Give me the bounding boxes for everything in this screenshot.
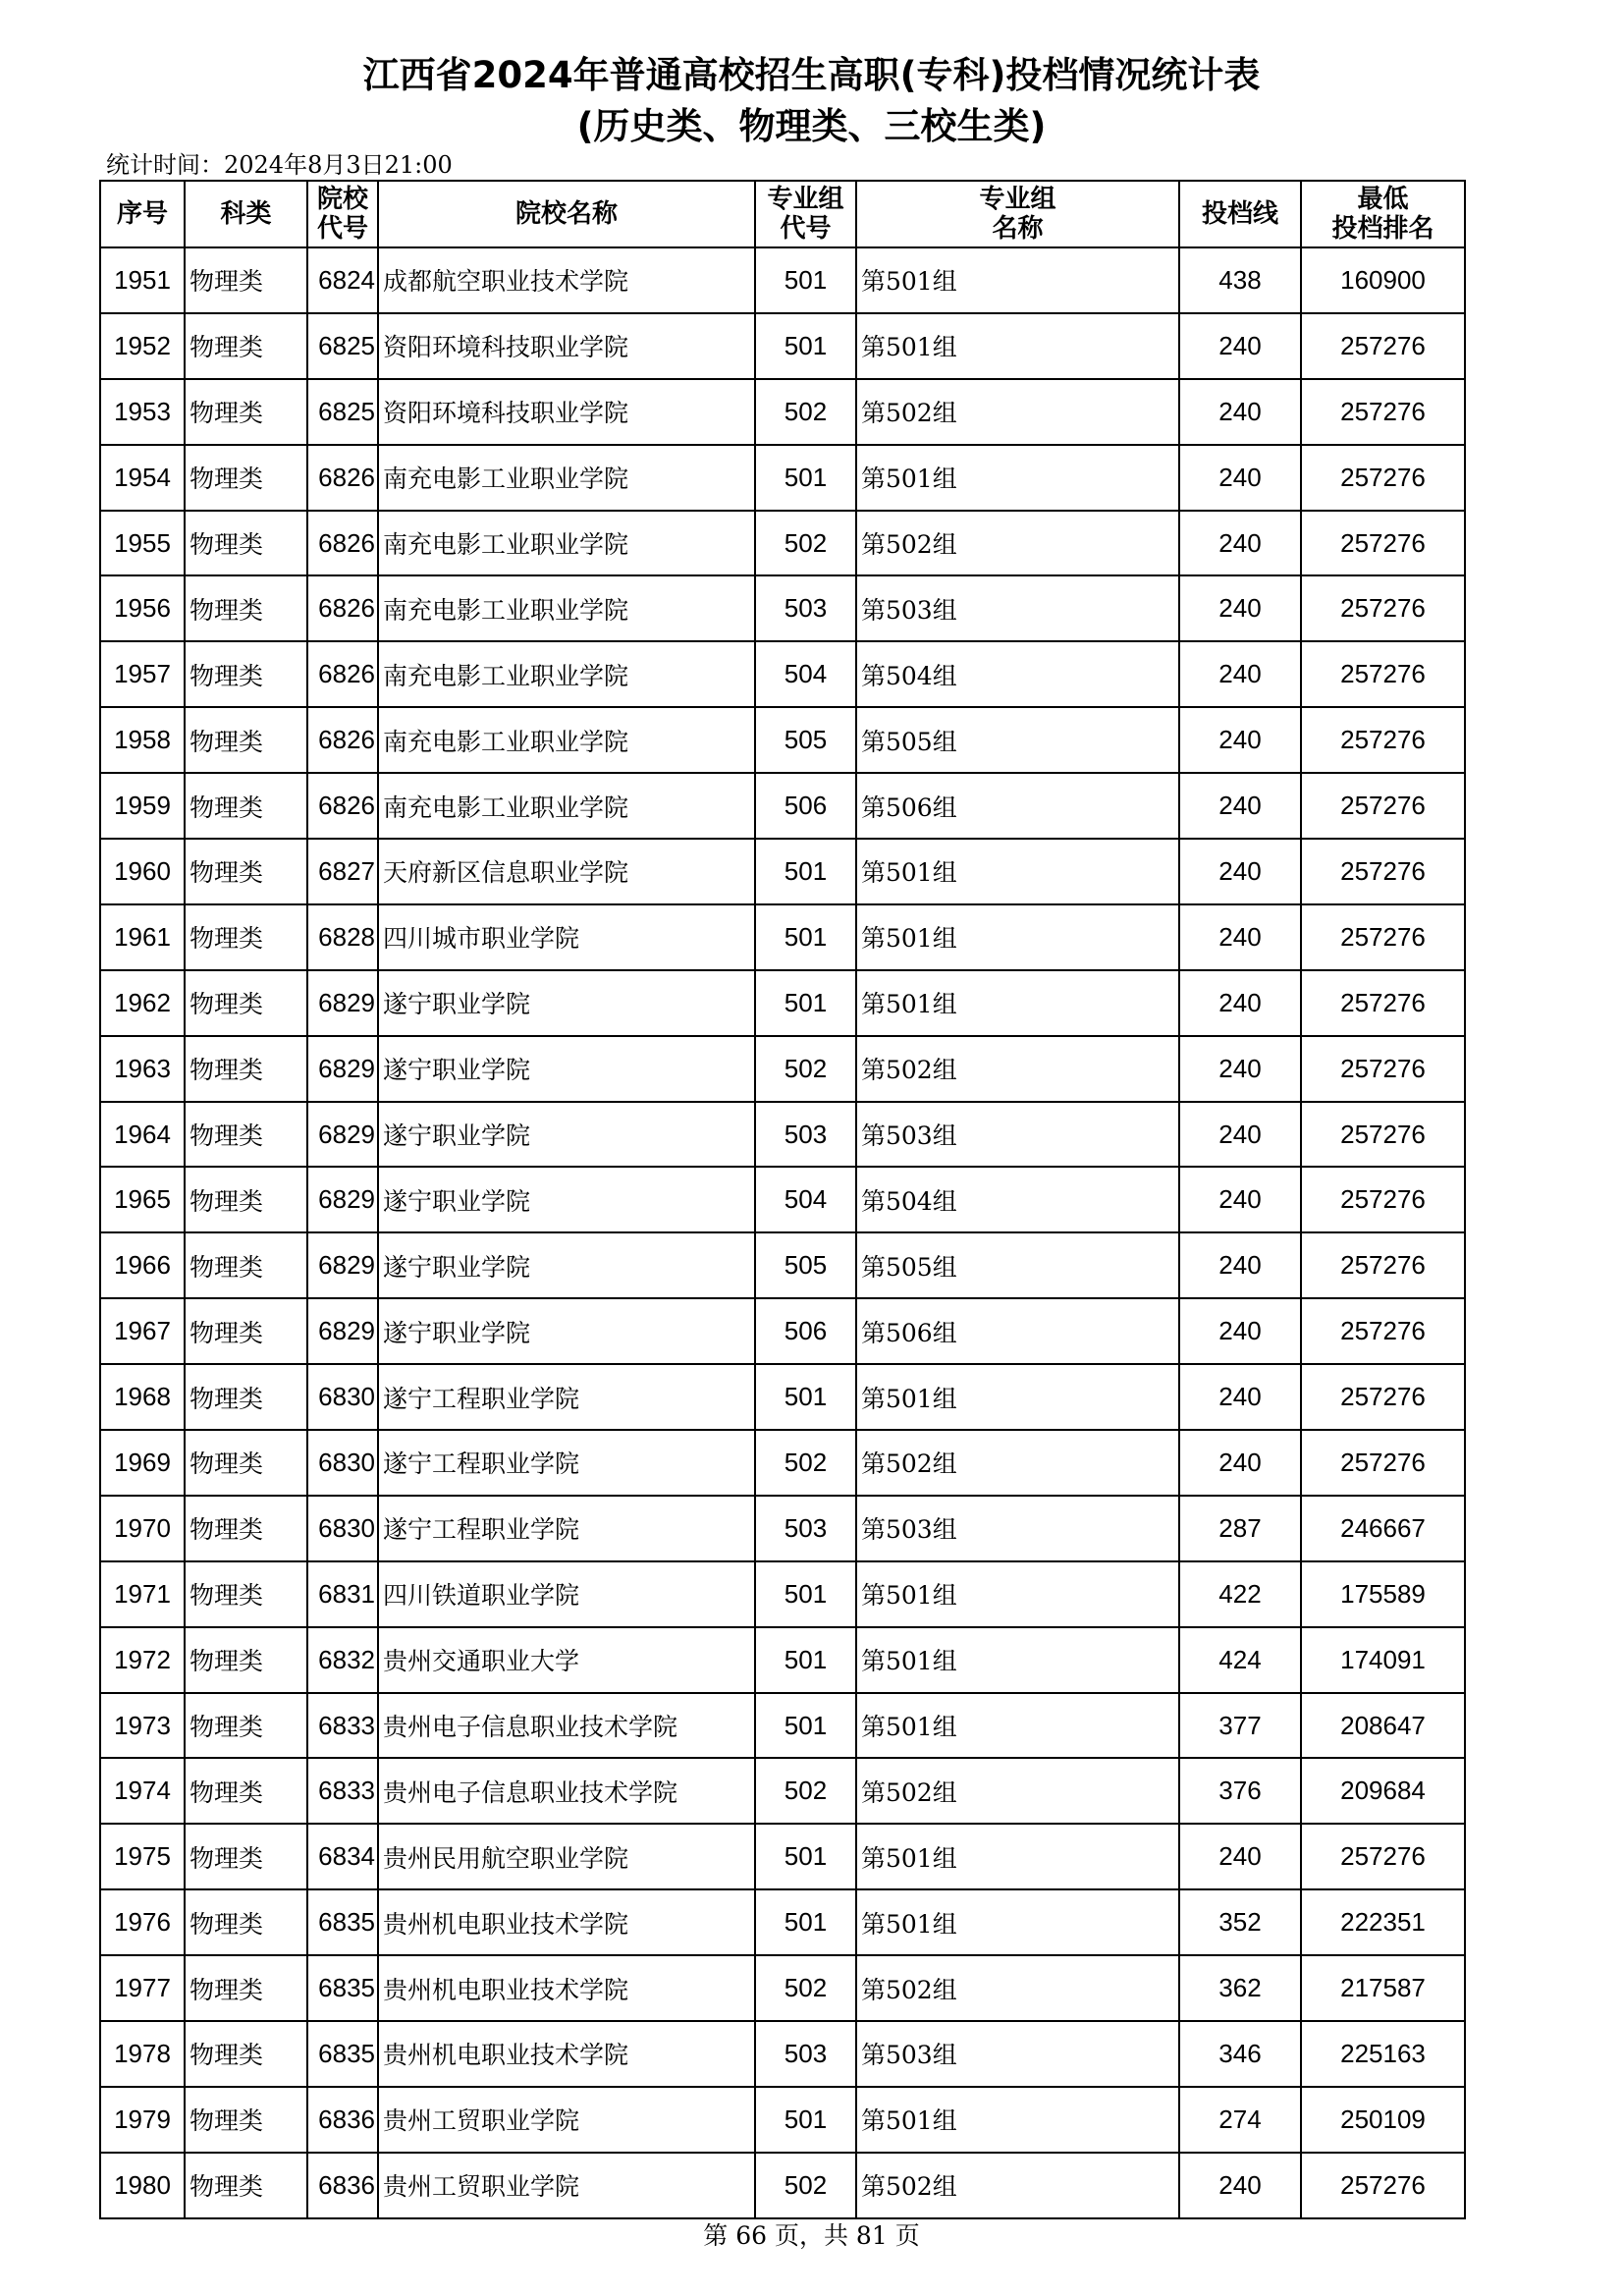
cell-school-name: 南充电影工业职业学院: [378, 445, 755, 511]
cell-rank: 257276: [1301, 511, 1465, 576]
cell-seq: 1968: [100, 1364, 185, 1430]
cell-seq: 1972: [100, 1627, 185, 1693]
cell-group-name: 第502组: [856, 1036, 1179, 1102]
cell-group-name: 第503组: [856, 1496, 1179, 1561]
cell-school-code: 6829: [307, 970, 378, 1036]
table-row: [100, 1298, 1465, 1364]
table-row: [100, 2087, 1465, 2153]
cell-category: 物理类: [185, 1167, 307, 1232]
table-row: [100, 1430, 1465, 1496]
cell-seq: 1963: [100, 1036, 185, 1102]
document-subtitle: (历史类、物理类、三校生类): [576, 105, 1047, 147]
cell-rank: 160900: [1301, 247, 1465, 313]
cell-group-name: 第501组: [856, 1364, 1179, 1430]
cell-group-code: 502: [755, 1036, 856, 1102]
cell-score: 346: [1179, 2021, 1301, 2087]
cell-seq: 1970: [100, 1496, 185, 1561]
cell-school-name: 遂宁职业学院: [378, 1298, 755, 1364]
cell-school-code: 6826: [307, 575, 378, 641]
cell-group-name: 第501组: [856, 1561, 1179, 1627]
cell-school-name: 贵州机电职业技术学院: [378, 1955, 755, 2021]
cell-school-code: 6835: [307, 1955, 378, 2021]
cell-school-code: 6836: [307, 2153, 378, 2218]
cell-score: 240: [1179, 511, 1301, 576]
cell-school-name: 遂宁职业学院: [378, 970, 755, 1036]
cell-rank: 209684: [1301, 1758, 1465, 1824]
cell-category: 物理类: [185, 1430, 307, 1496]
cell-school-code: 6826: [307, 773, 378, 839]
cell-group-code: 501: [755, 247, 856, 313]
cell-rank: 257276: [1301, 1232, 1465, 1298]
cell-rank: 257276: [1301, 1364, 1465, 1430]
cell-school-name: 贵州电子信息职业技术学院: [378, 1693, 755, 1759]
table-row: [100, 1561, 1465, 1627]
cell-seq: 1955: [100, 511, 185, 576]
cell-category: 物理类: [185, 1824, 307, 1889]
cell-group-code: 501: [755, 1693, 856, 1759]
cell-group-name: 第502组: [856, 511, 1179, 576]
header-category: 科类: [185, 181, 307, 247]
cell-category: 物理类: [185, 1496, 307, 1561]
cell-group-name: 第502组: [856, 1430, 1179, 1496]
table-row: [100, 707, 1465, 773]
cell-school-code: 6826: [307, 511, 378, 576]
cell-category: 物理类: [185, 970, 307, 1036]
cell-school-code: 6833: [307, 1758, 378, 1824]
cell-score: 376: [1179, 1758, 1301, 1824]
cell-category: 物理类: [185, 1298, 307, 1364]
cell-school-name: 贵州工贸职业学院: [378, 2087, 755, 2153]
header-rank: 最低 投档排名: [1301, 181, 1465, 247]
cell-group-code: 501: [755, 1627, 856, 1693]
cell-group-code: 502: [755, 1758, 856, 1824]
table-row: [100, 1036, 1465, 1102]
cell-rank: 246667: [1301, 1496, 1465, 1561]
cell-score: 240: [1179, 1430, 1301, 1496]
cell-seq: 1978: [100, 2021, 185, 2087]
header-score: 投档线: [1179, 181, 1301, 247]
cell-school-name: 遂宁职业学院: [378, 1167, 755, 1232]
cell-school-code: 6834: [307, 1824, 378, 1889]
cell-category: 物理类: [185, 1889, 307, 1955]
table-row: [100, 575, 1465, 641]
cell-seq: 1965: [100, 1167, 185, 1232]
cell-group-name: 第502组: [856, 379, 1179, 445]
cell-group-name: 第501组: [856, 1627, 1179, 1693]
cell-school-code: 6825: [307, 379, 378, 445]
cell-school-name: 天府新区信息职业学院: [378, 839, 755, 904]
cell-group-name: 第501组: [856, 247, 1179, 313]
cell-rank: 257276: [1301, 773, 1465, 839]
cell-school-name: 遂宁工程职业学院: [378, 1364, 755, 1430]
cell-group-name: 第501组: [856, 1693, 1179, 1759]
cell-school-name: 南充电影工业职业学院: [378, 511, 755, 576]
cell-score: 287: [1179, 1496, 1301, 1561]
cell-school-name: 四川铁道职业学院: [378, 1561, 755, 1627]
cell-group-name: 第502组: [856, 1758, 1179, 1824]
table-row: [100, 904, 1465, 970]
cell-score: 240: [1179, 445, 1301, 511]
cell-group-name: 第502组: [856, 1955, 1179, 2021]
cell-seq: 1952: [100, 313, 185, 379]
table-row: [100, 641, 1465, 707]
cell-score: 240: [1179, 904, 1301, 970]
cell-group-code: 502: [755, 1430, 856, 1496]
cell-category: 物理类: [185, 1758, 307, 1824]
cell-score: 240: [1179, 1232, 1301, 1298]
cell-score: 240: [1179, 641, 1301, 707]
cell-seq: 1958: [100, 707, 185, 773]
cell-group-name: 第501组: [856, 313, 1179, 379]
cell-school-code: 6831: [307, 1561, 378, 1627]
cell-school-name: 南充电影工业职业学院: [378, 641, 755, 707]
cell-group-code: 502: [755, 511, 856, 576]
cell-school-name: 遂宁职业学院: [378, 1036, 755, 1102]
cell-group-code: 503: [755, 1496, 856, 1561]
table-row: [100, 1102, 1465, 1168]
cell-seq: 1953: [100, 379, 185, 445]
cell-category: 物理类: [185, 2087, 307, 2153]
cell-school-code: 6829: [307, 1102, 378, 1168]
document-title: 江西省2024年普通高校招生高职(专科)投档情况统计表: [362, 54, 1261, 96]
cell-rank: 257276: [1301, 2153, 1465, 2218]
cell-score: 422: [1179, 1561, 1301, 1627]
table-row: [100, 839, 1465, 904]
cell-group-code: 501: [755, 313, 856, 379]
cell-school-code: 6829: [307, 1167, 378, 1232]
cell-group-code: 506: [755, 1298, 856, 1364]
table-row: [100, 1693, 1465, 1759]
table-row: [100, 2153, 1465, 2218]
cell-school-code: 6829: [307, 1036, 378, 1102]
table-row: [100, 1758, 1465, 1824]
cell-group-name: 第504组: [856, 641, 1179, 707]
cell-group-name: 第501组: [856, 1889, 1179, 1955]
cell-category: 物理类: [185, 2153, 307, 2218]
cell-score: 240: [1179, 1824, 1301, 1889]
cell-rank: 257276: [1301, 1167, 1465, 1232]
table-row: [100, 1955, 1465, 2021]
cell-group-name: 第502组: [856, 2153, 1179, 2218]
cell-seq: 1967: [100, 1298, 185, 1364]
cell-score: 240: [1179, 1036, 1301, 1102]
cell-rank: 225163: [1301, 2021, 1465, 2087]
cell-score: 240: [1179, 839, 1301, 904]
cell-score: 424: [1179, 1627, 1301, 1693]
cell-group-code: 501: [755, 839, 856, 904]
cell-school-name: 四川城市职业学院: [378, 904, 755, 970]
cell-rank: 257276: [1301, 1298, 1465, 1364]
cell-rank: 257276: [1301, 970, 1465, 1036]
cell-seq: 1975: [100, 1824, 185, 1889]
cell-category: 物理类: [185, 1364, 307, 1430]
cell-school-code: 6833: [307, 1693, 378, 1759]
cell-score: 240: [1179, 379, 1301, 445]
cell-school-name: 南充电影工业职业学院: [378, 575, 755, 641]
cell-school-name: 成都航空职业技术学院: [378, 247, 755, 313]
cell-group-name: 第504组: [856, 1167, 1179, 1232]
cell-rank: 257276: [1301, 1824, 1465, 1889]
header-group-name: 专业组 名称: [856, 181, 1179, 247]
cell-category: 物理类: [185, 773, 307, 839]
cell-score: 240: [1179, 970, 1301, 1036]
cell-group-code: 505: [755, 707, 856, 773]
cell-group-code: 503: [755, 2021, 856, 2087]
cell-seq: 1957: [100, 641, 185, 707]
cell-school-code: 6828: [307, 904, 378, 970]
cell-seq: 1951: [100, 247, 185, 313]
cell-score: 377: [1179, 1693, 1301, 1759]
cell-school-code: 6829: [307, 1298, 378, 1364]
cell-category: 物理类: [185, 1232, 307, 1298]
cell-rank: 250109: [1301, 2087, 1465, 2153]
cell-rank: 257276: [1301, 575, 1465, 641]
cell-school-name: 贵州交通职业大学: [378, 1627, 755, 1693]
cell-school-code: 6832: [307, 1627, 378, 1693]
cell-category: 物理类: [185, 313, 307, 379]
cell-group-name: 第505组: [856, 1232, 1179, 1298]
cell-school-code: 6829: [307, 1232, 378, 1298]
cell-category: 物理类: [185, 247, 307, 313]
cell-group-code: 504: [755, 641, 856, 707]
cell-score: 240: [1179, 1364, 1301, 1430]
cell-school-name: 贵州电子信息职业技术学院: [378, 1758, 755, 1824]
cell-group-name: 第505组: [856, 707, 1179, 773]
cell-seq: 1969: [100, 1430, 185, 1496]
cell-group-name: 第503组: [856, 575, 1179, 641]
cell-seq: 1977: [100, 1955, 185, 2021]
cell-group-name: 第503组: [856, 2021, 1179, 2087]
cell-group-code: 501: [755, 904, 856, 970]
cell-school-code: 6835: [307, 2021, 378, 2087]
table-row: [100, 970, 1465, 1036]
cell-score: 240: [1179, 1102, 1301, 1168]
table-row: [100, 379, 1465, 445]
table-row: [100, 247, 1465, 313]
cell-rank: 257276: [1301, 839, 1465, 904]
table-row: [100, 1232, 1465, 1298]
cell-school-code: 6824: [307, 247, 378, 313]
table-row: [100, 445, 1465, 511]
header-school-name: 院校名称: [378, 181, 755, 247]
cell-rank: 257276: [1301, 1430, 1465, 1496]
cell-school-name: 遂宁工程职业学院: [378, 1430, 755, 1496]
cell-seq: 1960: [100, 839, 185, 904]
cell-group-name: 第501组: [856, 1824, 1179, 1889]
table-row: [100, 1889, 1465, 1955]
cell-school-name: 贵州机电职业技术学院: [378, 1889, 755, 1955]
table-row: [100, 1364, 1465, 1430]
cell-school-name: 南充电影工业职业学院: [378, 707, 755, 773]
cell-school-code: 6835: [307, 1889, 378, 1955]
cell-group-code: 503: [755, 1102, 856, 1168]
cell-rank: 257276: [1301, 1102, 1465, 1168]
table-row: [100, 773, 1465, 839]
cell-school-name: 遂宁职业学院: [378, 1232, 755, 1298]
cell-school-code: 6830: [307, 1430, 378, 1496]
cell-category: 物理类: [185, 1561, 307, 1627]
cell-rank: 257276: [1301, 707, 1465, 773]
cell-group-name: 第501组: [856, 970, 1179, 1036]
cell-seq: 1980: [100, 2153, 185, 2218]
table-row: [100, 1496, 1465, 1561]
cell-rank: 257276: [1301, 445, 1465, 511]
cell-score: 352: [1179, 1889, 1301, 1955]
cell-school-name: 贵州工贸职业学院: [378, 2153, 755, 2218]
cell-group-code: 502: [755, 1955, 856, 2021]
header-group-code: 专业组 代号: [755, 181, 856, 247]
cell-score: 240: [1179, 313, 1301, 379]
cell-seq: 1956: [100, 575, 185, 641]
cell-group-code: 505: [755, 1232, 856, 1298]
cell-category: 物理类: [185, 1693, 307, 1759]
table-row: [100, 313, 1465, 379]
admission-table: [99, 180, 1466, 2219]
cell-seq: 1961: [100, 904, 185, 970]
cell-group-code: 501: [755, 445, 856, 511]
cell-category: 物理类: [185, 641, 307, 707]
cell-group-code: 501: [755, 1824, 856, 1889]
cell-school-code: 6826: [307, 445, 378, 511]
cell-rank: 257276: [1301, 904, 1465, 970]
cell-group-code: 503: [755, 575, 856, 641]
cell-score: 240: [1179, 773, 1301, 839]
cell-school-code: 6830: [307, 1364, 378, 1430]
cell-school-code: 6836: [307, 2087, 378, 2153]
cell-score: 438: [1179, 247, 1301, 313]
cell-rank: 174091: [1301, 1627, 1465, 1693]
cell-seq: 1962: [100, 970, 185, 1036]
cell-category: 物理类: [185, 904, 307, 970]
cell-seq: 1971: [100, 1561, 185, 1627]
cell-group-name: 第506组: [856, 1298, 1179, 1364]
table-row: [100, 1824, 1465, 1889]
cell-category: 物理类: [185, 1102, 307, 1168]
cell-school-code: 6830: [307, 1496, 378, 1561]
cell-rank: 175589: [1301, 1561, 1465, 1627]
header-seq: 序号: [100, 181, 185, 247]
cell-group-code: 501: [755, 970, 856, 1036]
cell-school-code: 6825: [307, 313, 378, 379]
cell-rank: 257276: [1301, 641, 1465, 707]
cell-seq: 1966: [100, 1232, 185, 1298]
cell-category: 物理类: [185, 1955, 307, 2021]
cell-category: 物理类: [185, 707, 307, 773]
cell-category: 物理类: [185, 1627, 307, 1693]
table-row: [100, 1627, 1465, 1693]
cell-score: 240: [1179, 1167, 1301, 1232]
cell-rank: 257276: [1301, 1036, 1465, 1102]
table-row: [100, 1167, 1465, 1232]
cell-score: 362: [1179, 1955, 1301, 2021]
cell-category: 物理类: [185, 575, 307, 641]
cell-group-name: 第503组: [856, 1102, 1179, 1168]
cell-group-name: 第501组: [856, 2087, 1179, 2153]
cell-rank: 222351: [1301, 1889, 1465, 1955]
cell-school-name: 贵州民用航空职业学院: [378, 1824, 755, 1889]
cell-school-name: 南充电影工业职业学院: [378, 773, 755, 839]
cell-score: 240: [1179, 2153, 1301, 2218]
cell-category: 物理类: [185, 445, 307, 511]
cell-rank: 257276: [1301, 379, 1465, 445]
cell-seq: 1973: [100, 1693, 185, 1759]
cell-group-code: 504: [755, 1167, 856, 1232]
cell-seq: 1959: [100, 773, 185, 839]
cell-group-name: 第501组: [856, 445, 1179, 511]
cell-seq: 1954: [100, 445, 185, 511]
cell-category: 物理类: [185, 511, 307, 576]
cell-school-code: 6827: [307, 839, 378, 904]
table-row: [100, 511, 1465, 576]
cell-group-name: 第501组: [856, 904, 1179, 970]
cell-group-code: 502: [755, 379, 856, 445]
cell-rank: 217587: [1301, 1955, 1465, 2021]
cell-group-code: 501: [755, 1364, 856, 1430]
cell-seq: 1976: [100, 1889, 185, 1955]
cell-category: 物理类: [185, 1036, 307, 1102]
cell-score: 274: [1179, 2087, 1301, 2153]
cell-category: 物理类: [185, 379, 307, 445]
page-footer: 第 66 页，共 81 页: [703, 2221, 920, 2250]
cell-group-code: 502: [755, 2153, 856, 2218]
cell-group-name: 第506组: [856, 773, 1179, 839]
cell-school-name: 遂宁工程职业学院: [378, 1496, 755, 1561]
cell-rank: 257276: [1301, 313, 1465, 379]
cell-group-name: 第501组: [856, 839, 1179, 904]
table-header-row: [100, 181, 1465, 247]
cell-group-code: 501: [755, 2087, 856, 2153]
cell-score: 240: [1179, 1298, 1301, 1364]
cell-rank: 208647: [1301, 1693, 1465, 1759]
cell-school-code: 6826: [307, 707, 378, 773]
cell-score: 240: [1179, 575, 1301, 641]
cell-seq: 1974: [100, 1758, 185, 1824]
cell-category: 物理类: [185, 839, 307, 904]
statistics-time: 统计时间：2024年8月3日21:00: [106, 151, 453, 179]
cell-group-code: 501: [755, 1889, 856, 1955]
cell-school-name: 资阳环境科技职业学院: [378, 313, 755, 379]
cell-group-code: 506: [755, 773, 856, 839]
cell-category: 物理类: [185, 2021, 307, 2087]
header-school-code: 院校 代号: [307, 181, 378, 247]
cell-score: 240: [1179, 707, 1301, 773]
cell-school-name: 遂宁职业学院: [378, 1102, 755, 1168]
cell-school-code: 6826: [307, 641, 378, 707]
cell-school-name: 贵州机电职业技术学院: [378, 2021, 755, 2087]
cell-school-name: 资阳环境科技职业学院: [378, 379, 755, 445]
cell-seq: 1964: [100, 1102, 185, 1168]
cell-group-code: 501: [755, 1561, 856, 1627]
cell-seq: 1979: [100, 2087, 185, 2153]
table-row: [100, 2021, 1465, 2087]
